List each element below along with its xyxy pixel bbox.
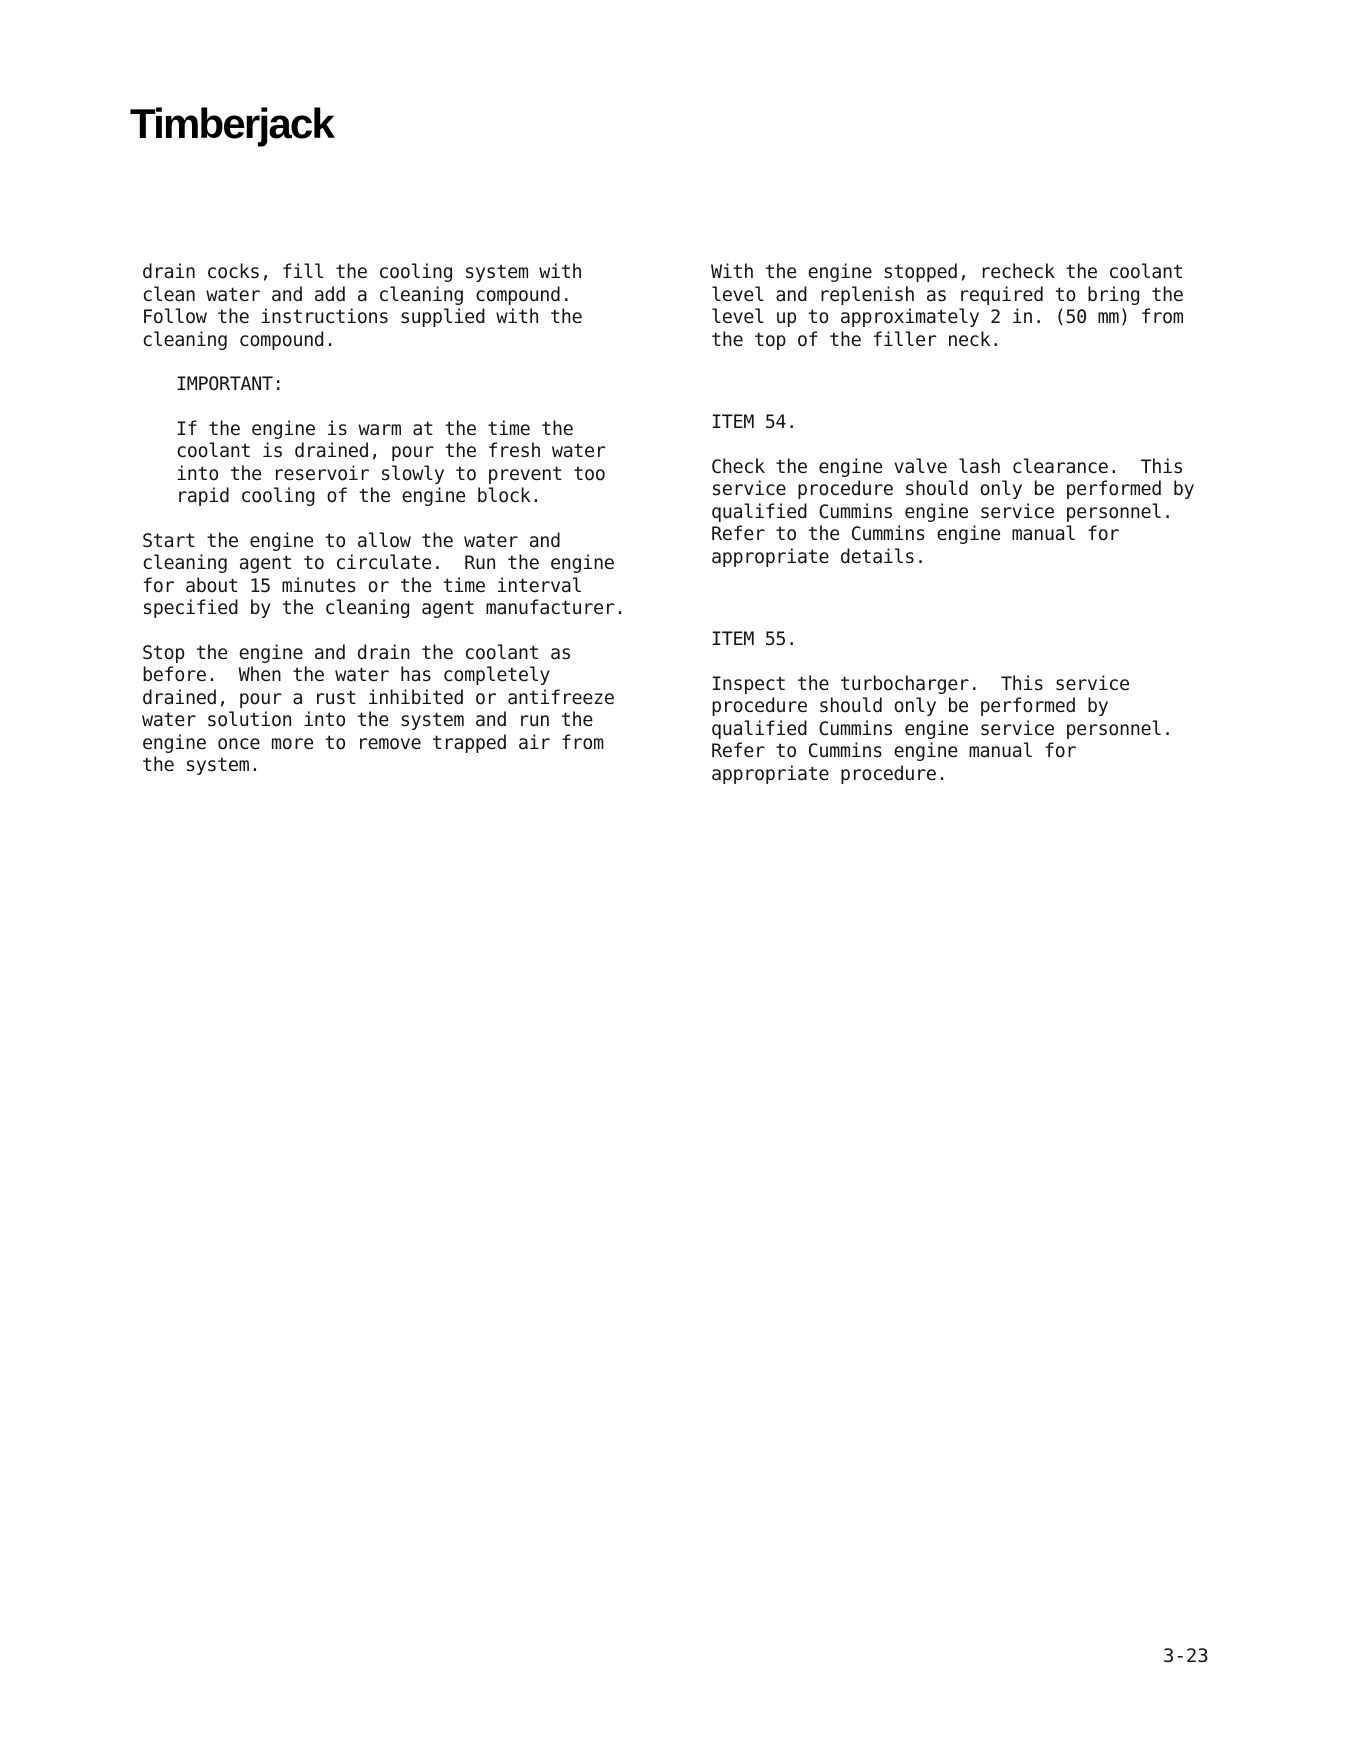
paragraph-drain-cocks: drain cocks, fill the cooling system with clean water and add a cleaning compound. Follow the instructions supplied with the cleaning compound. [142,262,583,351]
important-label: IMPORTANT: [176,374,284,395]
item-54-heading: ITEM 54. [711,412,797,433]
brand-logo: Timberjack [130,100,334,147]
paragraph-start-engine: Start the engine to allow the water and cleaning agent to circulate. Run the engine for about 15 minutes or the time interval specified by the cleaning agent manufacturer. [142,530,626,619]
left-column [142,262,662,778]
item-55-text: Inspect the turbocharger. This service procedure should only be performed by qualified Cummins engine service personnel. Refer to Cummins engine manual for appropriate procedure. [711,673,1173,785]
item-54-text: Check the engine valve lash clearance. This service procedure should only be performed by qualified Cummins engine service personnel. Refer to the Cummins engine manual for appropriate details. [711,456,1195,568]
page-number: 3-23 [1163,1645,1209,1667]
paragraph-stop-engine: Stop the engine and drain the coolant as before. When the water has completely drained, pour a rust inhibited or antifreeze water solution into the system and run the engine once more to remove trapped air from the system. [142,642,615,776]
important-note: If the engine is warm at the time the coolant is drained, pour the fresh water into the reservoir slowly to prevent too rapid cooling of the engine block. [176,418,606,507]
right-column [711,262,1241,786]
paragraph-recheck-coolant: With the engine stopped, recheck the coolant level and replenish as required to bring the level up to approximately 2 in. (50 mm) from the top of the filler neck. [711,262,1184,351]
item-55-heading: ITEM 55. [711,629,797,650]
